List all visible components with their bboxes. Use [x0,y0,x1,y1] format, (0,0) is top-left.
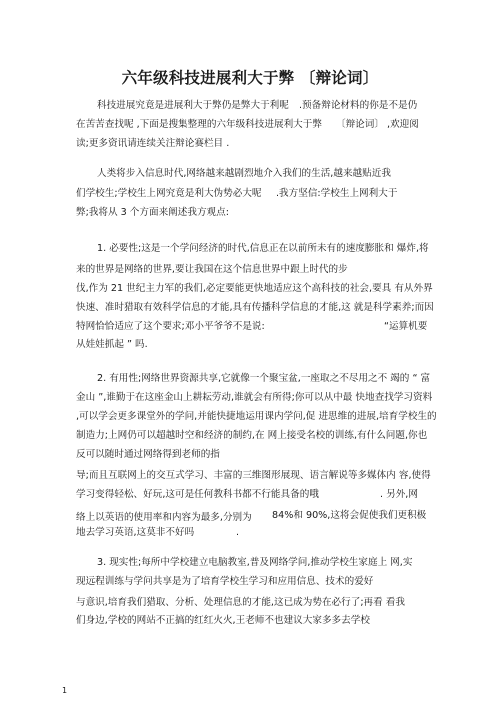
point2-line-9b: . [236,527,240,538]
point3-line-2: 现远程训练与学问共享是为了培育学校生学习和应用信息、技术的爱好 [76,576,374,587]
point1-line-4: 快速、准时猎取有效科学信息的才能,具有传播科学信息的才能,这 就是科学素养;而因 [76,302,434,313]
point2-line-4: 制造力;上网仍可以超越时空和经济的制约,在 网上接受名校的训练,有什么问题,你也 [76,430,428,441]
document-title: 六年级科技进展利大于弊 〔辩论词〕 [121,68,379,87]
page-number: 1 [62,686,68,695]
intro-line-1a: 科技进展究竟是进展利大于弊仍是弊大于利呢 [97,100,289,111]
point2-line-3: ,可以学会更多课堂外的学问,并能快捷地运用课内学问,促 进思维的进展,培育学校生的 [76,411,437,422]
point3-line-3: 与意识,培育我们猎取、分析、处理信息的才能,这已成为势在必行了;再看 看我 [76,597,405,608]
intro-line-1b: .预备辩论材料的你是不是仍 [299,100,418,111]
opening-line-3: 弊;我将从 3 个方面来阐述我方观点: [76,207,229,218]
intro-line-2b: 〔辩论词〕 ,欢迎阅 [336,119,419,130]
point1-line-1: 1. 必要性;这是一个学问经济的时代,信息正在以前所未有的速度膨胀和 爆炸,将 [97,243,429,254]
point2-line-8b: 84%和 90%,这将会促使我们更积极 [272,510,427,521]
point2-line-2: 金山 ”,谁勤于在这座金山上耕耘劳动,谁就会有所得;你可以从中最 快地查找学习资料 [76,392,433,403]
intro-line-2a: 在苦苦查找呢 ,下面是搜集整理的六年级科技进展利大于弊 [76,119,322,130]
point2-line-5: 反可以随时通过网络得到老师的指 [76,449,220,460]
point3-line-1: 3. 现实性;每所中学校建立电脑教室,普及网络学问,推动学校生家庭上 网,实 [97,557,413,568]
point2-line-1: 2. 有用性;网络世界资源共享,它就像一个聚宝盆,一座取之不尽用之不 竭的 “ 富 [97,373,431,384]
point2-line-7a: 学习变得轻松、好玩,这可是任何教科书都不行能具备的哦 [76,489,319,500]
opening-line-2a: 们学校生;学校生上网究竟是利大伪势必大呢 [76,188,262,199]
point2-line-7b: . 另外,网 [380,489,418,500]
point1-line-5b: “运算机要 [384,321,428,332]
point1-line-3: 伐,作为 21 世纪主力军的我们,必定要能更快地适应这个高科技的社会,要具 有从外界 [76,283,433,294]
point2-line-6: 导;而且互联网上的交互式学习、丰富的三维图形展现、语言解说等多媒体内 容,使得 [76,470,431,481]
point3-line-4: 们身边,学校的网站不正搞的红红火火,王老师不也建议大家多多去学校 [76,615,370,626]
point1-line-6: 从娃娃抓起 ” 吗. [76,339,148,350]
point1-line-2: 来的世界是网络的世界,要让我国在这个信息世界中跟上时代的步 [76,264,348,275]
point2-line-8a: 络上以英语的使用率和内容为最多,分别为 [76,512,252,523]
point1-line-5a: 特网恰恰适应了这个要求;邓小平爷爷不是说: [76,321,265,332]
opening-line-1: 人类将步入信息时代,网络越来越剧烈地介入我们的生活,越来越贴近我 [97,168,391,179]
intro-line-3: 读;更多资讯请连续关注辩论赛栏目 . [76,138,230,149]
point2-line-9a: 地去学习英语,这莫非不好吗 [76,527,195,538]
opening-line-2b: .我方坚信:学校生上网利大于 [276,188,398,199]
